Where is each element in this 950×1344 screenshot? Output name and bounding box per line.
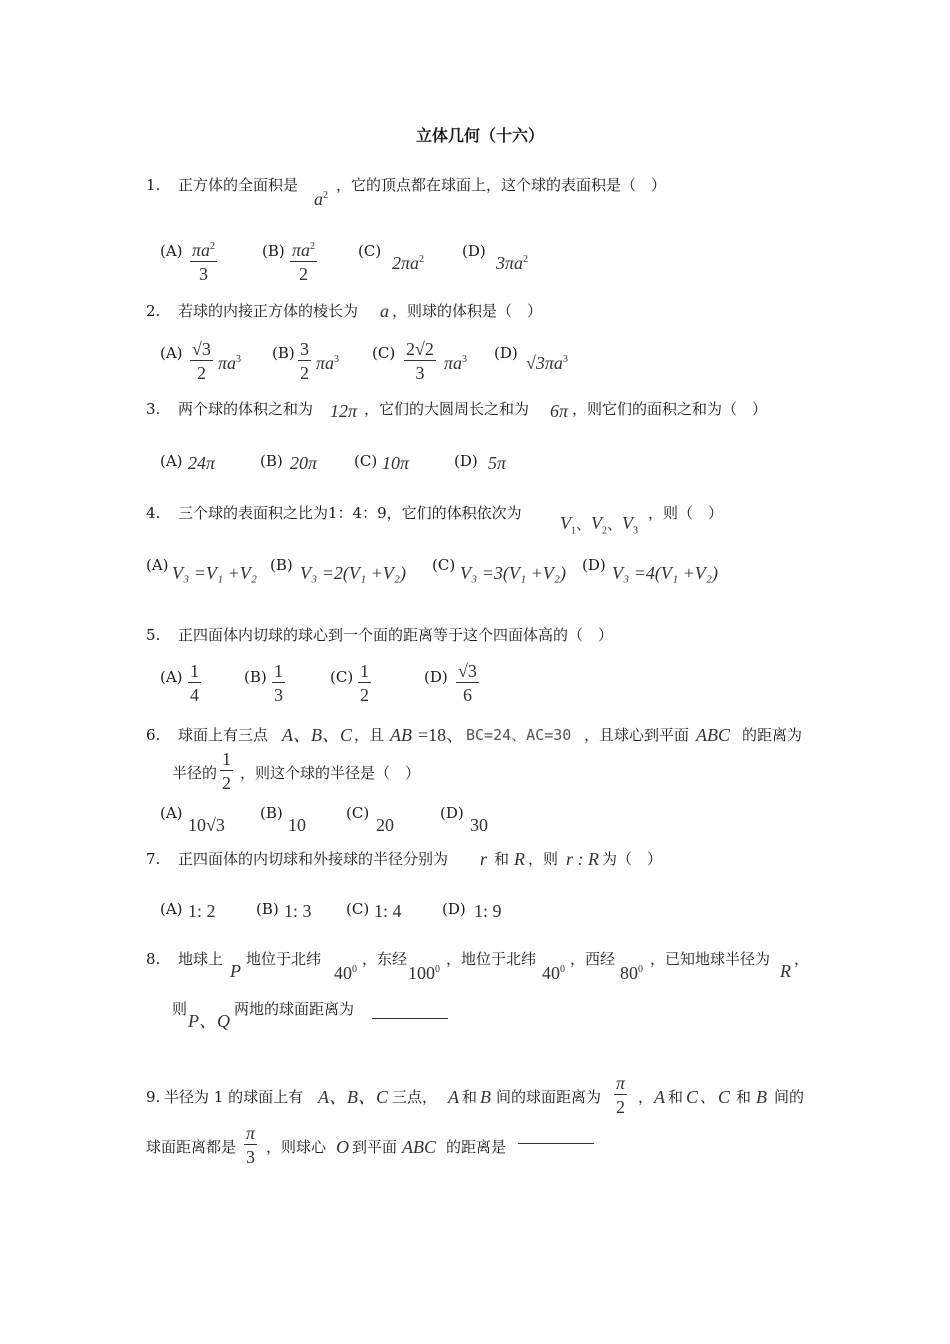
q2-option-d-label: (D) <box>494 344 518 362</box>
q9-text5: 间的 <box>774 1088 805 1106</box>
q9-points: A、B、C <box>318 1087 388 1107</box>
q7-mid: ，则 <box>528 850 559 868</box>
q9-number: 9. <box>146 1088 161 1106</box>
q7-option-a-value: 1: 2 <box>188 901 216 921</box>
q4-option-d-label: (D) <box>582 556 606 574</box>
q3-value-2: 6π <box>550 401 569 421</box>
q9-B2: B <box>756 1087 767 1107</box>
q6-bc-ac: BC=24、AC=30 <box>466 726 572 744</box>
q4-option-a-label: (A) <box>146 556 169 574</box>
q9-line2c: 到平面 <box>352 1138 398 1156</box>
q6-plane: ABC <box>696 725 730 745</box>
q6-tail: ，且球心到平面 <box>584 726 690 744</box>
q7-option-c-label: (C) <box>346 900 370 918</box>
q1-number: 1. <box>146 176 161 194</box>
q1-option-d-label: (D) <box>462 242 486 260</box>
q9-B: B <box>480 1087 491 1107</box>
q9-C2: C <box>718 1087 731 1107</box>
q7-option-b-value: 1: 3 <box>284 901 312 921</box>
q4-volumes: $V_1$、$V_2$、$V_3$ <box>560 513 639 537</box>
q1-tail: ，它的顶点都在球面上，这个球的表面积是（ ） <box>336 176 667 194</box>
q9-line2b: ，则球心 <box>266 1138 327 1156</box>
q5-option-a-fraction: $\frac{1}{4}$ <box>190 661 199 705</box>
q3-tail: ，则它们的面积之和为（ ） <box>572 400 768 418</box>
q6-option-c-label: (C) <box>346 804 370 822</box>
q2-option-b-label: (B) <box>272 344 295 362</box>
q5-option-b-fraction: $\frac{1}{3}$ <box>274 661 283 705</box>
q6-ab-value: =18、 <box>418 725 465 745</box>
q4-option-b-label: (B) <box>270 556 293 574</box>
q6-number: 6. <box>146 726 161 744</box>
q9-text2: 三点， <box>392 1088 438 1106</box>
q8-answer-blank[interactable] <box>372 1018 448 1019</box>
q9-he2: 和 <box>668 1088 684 1106</box>
q9-O: O <box>336 1137 349 1157</box>
q5-option-c-fraction: $\frac{1}{2}$ <box>360 661 369 705</box>
q6-option-a-label: (A) <box>160 804 183 822</box>
q8-line2a: 则 <box>172 1000 188 1018</box>
q8-text4: ，地位于北纬 <box>446 950 537 968</box>
q6-option-c-value: 20 <box>376 815 394 835</box>
q9-line2d: 的距离是 <box>446 1138 507 1156</box>
q6-mid: ，且 <box>354 726 385 744</box>
q6-option-a-value: 10√3 <box>188 815 225 835</box>
q6-ab: AB <box>390 725 412 745</box>
q3-option-c-value: 10π <box>382 453 410 473</box>
q7-number: 7. <box>146 850 161 868</box>
q1-option-c-value: $2\pi a^2$ <box>392 253 425 273</box>
q2-option-c-label: (C) <box>372 344 396 362</box>
q6-line2a: 半径的 <box>172 764 218 782</box>
q5-option-a-label: (A) <box>160 668 183 686</box>
q7-text: 正四面体的内切球和外接球的半径分别为 <box>178 850 449 868</box>
q1-option-b-label: (B) <box>262 242 285 260</box>
q8-lon1: $100^0$ <box>408 963 440 983</box>
q3-value-1: 12π <box>330 401 358 421</box>
q6-tail2: 的距离为 <box>742 726 803 744</box>
q8-text3: ，东经 <box>362 950 408 968</box>
q4-text: 三个球的表面积之比为1：4：9，它们的体积依次为 <box>178 504 522 522</box>
q4-option-b-value: V₃ =2(V₁ +V₂) <box>300 563 407 583</box>
q5-option-d-fraction: $\frac{√3}{6}$ <box>458 661 477 705</box>
q8-text6: ，已知地球半径为 <box>650 950 771 968</box>
q2-option-a-tail: $\pi a^3$ <box>218 353 242 373</box>
q7-option-d-label: (D) <box>442 900 466 918</box>
q5-option-c-label: (C) <box>330 668 354 686</box>
q3-option-b-value: 20π <box>290 453 318 473</box>
q3-mid: ，它们的大圆周长之和为 <box>364 400 530 418</box>
q7-option-a-label: (A) <box>160 900 183 918</box>
q9-plane: ABC <box>402 1137 436 1157</box>
q6-half-fraction: $\frac{1}{2}$ <box>222 749 231 793</box>
q3-number: 3. <box>146 400 161 418</box>
q2-tail: ，则球的体积是（ ） <box>392 302 543 320</box>
q1-option-c-label: (C) <box>358 242 382 260</box>
q6-points: A、B、C <box>282 725 352 745</box>
q8-lat2: $40^0$ <box>542 963 565 983</box>
q2-option-b-tail: $\pi a^3$ <box>316 353 340 373</box>
q8-number: 8. <box>146 950 161 968</box>
q7-option-c-value: 1: 4 <box>374 901 402 921</box>
q9-text1: 半径为 1 的球面上有 <box>164 1088 304 1106</box>
q5-option-d-label: (D) <box>424 668 448 686</box>
q9-C: C <box>686 1087 699 1107</box>
q8-text1: 地球上 <box>178 950 224 968</box>
q2-number: 2. <box>146 302 161 320</box>
q7-option-b-label: (B) <box>256 900 279 918</box>
q9-text4: ， <box>638 1088 654 1106</box>
q9-answer-blank[interactable] <box>518 1143 594 1144</box>
q3-option-a-value: 24π <box>188 453 216 473</box>
q3-option-d-label: (D) <box>454 452 478 470</box>
q1-option-b-fraction: $\frac{\pi a^2}{2}$ <box>290 236 317 286</box>
q2-option-b-fraction: $\frac{3}{2}$ <box>300 339 309 383</box>
q1-option-a-label: (A) <box>160 242 183 260</box>
q6-line2b: ，则这个球的半径是（ ） <box>240 764 421 782</box>
q9-text3: 间的球面距离为 <box>496 1088 602 1106</box>
q8-line2b: 两地的球面距离为 <box>234 1000 355 1018</box>
q7-option-d-value: 1: 9 <box>474 901 502 921</box>
q4-number: 4. <box>146 504 161 522</box>
q4-option-c-label: (C) <box>432 556 456 574</box>
q9-A: A <box>448 1087 459 1107</box>
q9-half-pi-fraction: $\frac{\pi}{2}$ <box>616 1073 626 1117</box>
page-title: 立体几何（十六） <box>416 126 545 145</box>
q6-option-d-label: (D) <box>440 804 464 822</box>
q9-sep: 、 <box>700 1088 716 1106</box>
q4-option-c-value: V₃ =3(V₁ +V₂) <box>460 563 567 583</box>
q7-r: r <box>480 849 488 869</box>
q2-text: 若球的内接正方体的棱长为 <box>178 302 359 320</box>
q4-tail: ，则（ ） <box>648 504 724 522</box>
q1-math: $a^2$ <box>314 189 328 209</box>
q1-text: 正方体的全面积是 <box>178 176 299 194</box>
q2-option-c-fraction: $\frac{2√2}{3}$ <box>406 339 434 383</box>
q5-number: 5. <box>146 626 161 644</box>
q7-ratio: r : R <box>566 849 599 869</box>
q2-option-a-label: (A) <box>160 344 183 362</box>
q3-option-a-label: (A) <box>160 452 183 470</box>
q1-option-a-fraction: $\frac{\pi a^2}{3}$ <box>190 236 217 286</box>
q4-option-a-value: V₃ =V₁ +V₂ <box>172 563 258 583</box>
q8-R: R <box>780 961 791 981</box>
q3-option-d-value: 5π <box>488 453 507 473</box>
q6-option-b-value: 10 <box>288 815 306 835</box>
q2-option-c-tail: $\pi a^3$ <box>444 353 468 373</box>
q5-option-b-label: (B) <box>244 668 267 686</box>
q4-option-d-value: V₃ =4(V₁ +V₂) <box>612 563 719 583</box>
q9-line2a: 球面距离都是 <box>146 1138 237 1156</box>
q6-option-d-value: 30 <box>470 815 488 835</box>
q6-text: 球面上有三点 <box>178 726 269 744</box>
q9-he3: 和 <box>736 1088 752 1106</box>
q3-option-b-label: (B) <box>260 452 283 470</box>
q8-text2: 地位于北纬 <box>246 950 322 968</box>
q7-tail: 为（ ） <box>602 850 663 868</box>
q3-option-c-label: (C) <box>354 452 378 470</box>
q7-and: 和 <box>494 850 510 868</box>
q8-P: P <box>230 961 241 981</box>
q2-option-d-value: $√3\pi a^3$ <box>526 353 568 373</box>
q6-option-b-label: (B) <box>260 804 283 822</box>
q2-math: a <box>380 301 389 321</box>
q3-text: 两个球的体积之和为 <box>178 400 314 418</box>
q5-text: 正四面体内切球的球心到一个面的距离等于这个四面体高的（ ） <box>178 626 614 644</box>
q8-text5: ，西经 <box>570 950 616 968</box>
q7-R: R <box>514 849 525 869</box>
q8-lon2: $80^0$ <box>620 963 643 983</box>
q1-option-d-value: $3\pi a^2$ <box>496 253 529 273</box>
q9-A2: A <box>654 1087 665 1107</box>
q9-he: 和 <box>462 1088 478 1106</box>
q9-third-pi-fraction: $\frac{\pi}{3}$ <box>246 1123 256 1167</box>
q8-comma: ， <box>794 950 810 968</box>
q2-option-a-fraction: $\frac{√3}{2}$ <box>192 339 211 383</box>
q8-lat1: $40^0$ <box>334 963 357 983</box>
q8-PQ: P、Q <box>188 1011 230 1031</box>
